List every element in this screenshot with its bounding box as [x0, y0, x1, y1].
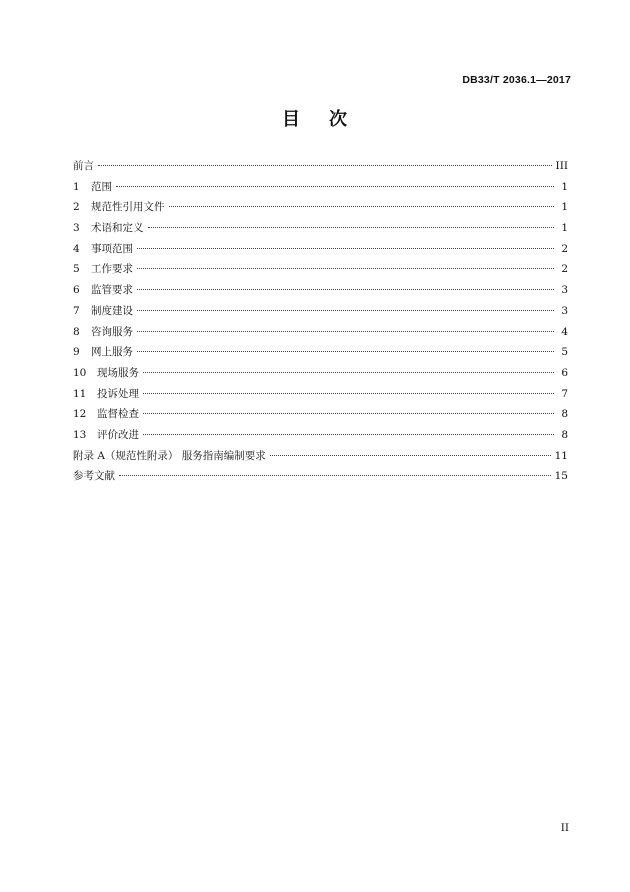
- toc-entry-page: 3: [561, 304, 568, 317]
- toc-entry-number: 6: [73, 284, 80, 297]
- toc-entry-label: 现场服务: [97, 366, 139, 379]
- toc-entry-label: 制度建设: [91, 304, 133, 317]
- toc-entry-label: 工作要求: [91, 263, 133, 276]
- toc-leader-dots: [137, 331, 554, 332]
- toc-entry-number: 4: [73, 242, 80, 255]
- toc-leader-dots: [270, 455, 551, 456]
- toc-entry-page: 1: [561, 201, 568, 214]
- toc-leader-dots: [148, 227, 555, 228]
- toc-entry-9[interactable]: [73, 344, 568, 365]
- toc-entry-number: 2: [73, 201, 80, 214]
- toc-list: [73, 158, 568, 489]
- toc-entry-page: 2: [561, 242, 568, 255]
- toc-entry-number: 9: [73, 346, 80, 359]
- toc-leader-dots: [143, 434, 554, 435]
- toc-entry-10[interactable]: [73, 365, 568, 386]
- toc-entry-number: 13: [73, 428, 87, 441]
- toc-entry-label: 范围: [91, 180, 112, 193]
- toc-entry-number: 5: [73, 263, 80, 276]
- toc-entry-label: 评价改进: [97, 428, 139, 441]
- toc-entry-11[interactable]: [73, 386, 568, 407]
- toc-title-right: 次: [329, 109, 348, 130]
- toc-entry-appendix-a[interactable]: [73, 448, 568, 469]
- toc-leader-dots: [137, 310, 554, 311]
- toc-entry-page: 3: [561, 284, 568, 297]
- toc-entry-page: 2: [561, 263, 568, 276]
- toc-entry-number: 3: [73, 222, 80, 235]
- toc-entry-page: 1: [561, 222, 568, 235]
- toc-entry-label: 网上服务: [91, 346, 133, 359]
- toc-entry-4[interactable]: [73, 241, 568, 262]
- toc-entry-label: 咨询服务: [91, 325, 133, 338]
- toc-entry-page: 5: [561, 346, 568, 359]
- toc-entry-number: 1: [73, 180, 80, 193]
- toc-entry-number: 12: [73, 408, 87, 421]
- toc-entry-label: 前言: [73, 160, 94, 172]
- page-number: II: [560, 822, 569, 834]
- toc-entry-number: 8: [73, 325, 80, 338]
- toc-entry-6[interactable]: [73, 282, 568, 303]
- toc-entry-label: 监督检查: [97, 408, 139, 421]
- toc-entry-page: 6: [561, 366, 568, 379]
- toc-entry-label: 附录 A（规范性附录） 服务指南编制要求: [73, 449, 266, 462]
- toc-entry-page: 11: [554, 449, 568, 462]
- toc-entry-7[interactable]: [73, 303, 568, 324]
- toc-entry-label: 术语和定义: [91, 222, 144, 235]
- toc-entry-page: 15: [554, 470, 568, 483]
- toc-entry-label: 事项范围: [91, 242, 133, 255]
- toc-entry-5[interactable]: [73, 261, 568, 282]
- toc-leader-dots: [143, 393, 554, 394]
- toc-entry-label: 规范性引用文件: [91, 201, 165, 214]
- toc-entry-number: 11: [73, 387, 87, 400]
- toc-entry-page: 7: [561, 387, 568, 400]
- toc-leader-dots: [169, 206, 555, 207]
- toc-entry-page: 1: [561, 180, 568, 193]
- toc-leader-dots: [143, 413, 554, 414]
- toc-leader-dots: [137, 268, 554, 269]
- document-code: DB33/T 2036.1—2017: [462, 74, 571, 86]
- toc-entry-page: 8: [561, 408, 568, 421]
- toc-entry-13[interactable]: [73, 427, 568, 448]
- toc-entry-label: 参考文献: [73, 470, 115, 483]
- toc-entry-foreword[interactable]: [73, 158, 568, 179]
- toc-entry-label: 投诉处理: [97, 387, 139, 400]
- toc-entry-number: 7: [73, 304, 80, 317]
- toc-entry-2[interactable]: [73, 199, 568, 220]
- toc-entry-number: 10: [73, 366, 87, 379]
- toc-title-left: 目: [282, 109, 301, 130]
- toc-entry-label: 监管要求: [91, 284, 133, 297]
- toc-entry-page: 8: [561, 428, 568, 441]
- toc-leader-dots: [143, 372, 554, 373]
- toc-entry-references[interactable]: [73, 468, 568, 489]
- toc-entry-8[interactable]: [73, 324, 568, 345]
- toc-entry-page: III: [555, 160, 568, 172]
- toc-leader-dots: [116, 186, 554, 187]
- toc-leader-dots: [98, 165, 552, 166]
- toc-leader-dots: [137, 248, 554, 249]
- toc-leader-dots: [137, 289, 554, 290]
- toc-entry-1[interactable]: [73, 179, 568, 200]
- toc-title: [0, 105, 630, 131]
- toc-entry-12[interactable]: [73, 406, 568, 427]
- toc-leader-dots: [119, 475, 551, 476]
- toc-entry-page: 4: [561, 325, 568, 338]
- toc-entry-3[interactable]: [73, 220, 568, 241]
- toc-leader-dots: [137, 351, 554, 352]
